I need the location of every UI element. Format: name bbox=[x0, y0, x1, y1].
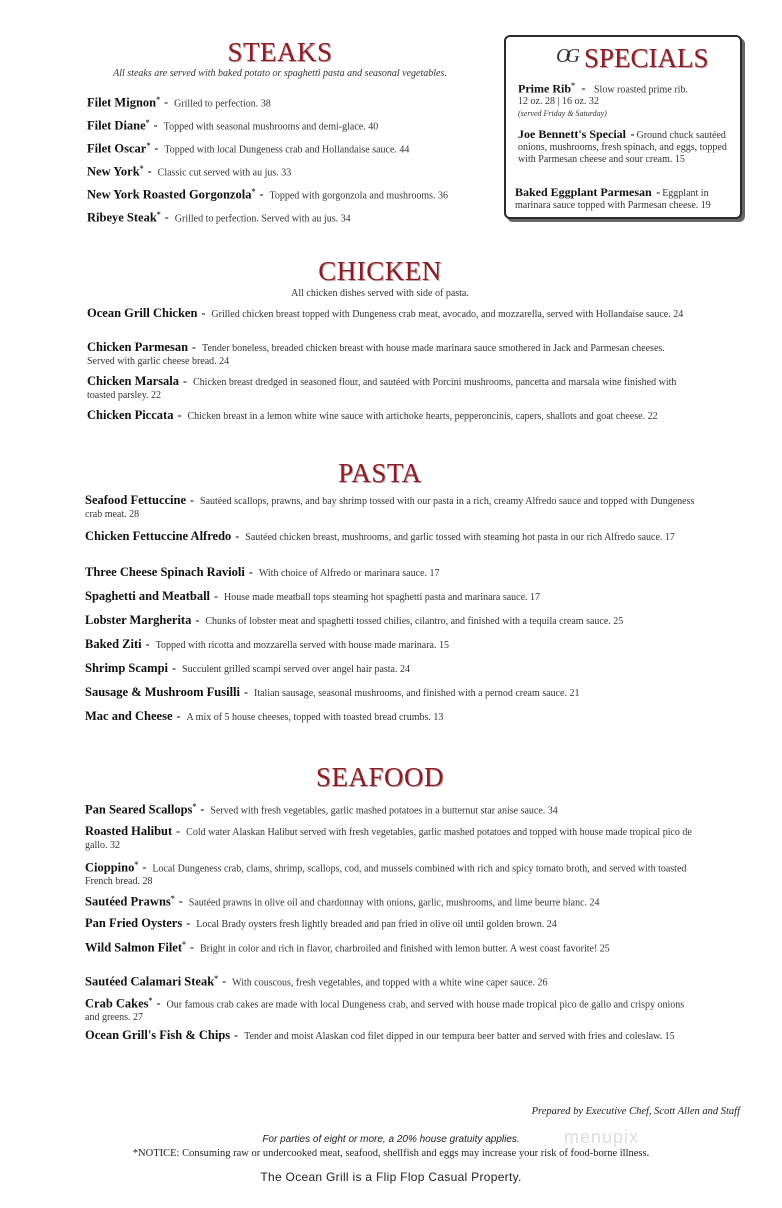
menu-item bbox=[85, 1029, 695, 1044]
item-desc: Sautéed scallops, prawns, and bay shrimp tossed with our pasta in a rich, creamy Alfredo sauce and topped with Dungeness crab meat. 28 bbox=[85, 496, 695, 520]
specials-box bbox=[504, 35, 742, 219]
item-desc: Slow roasted prime rib. bbox=[594, 84, 688, 96]
item-name: Joe Bennett's Special bbox=[518, 127, 626, 141]
item-name: Spaghetti and Meatball bbox=[85, 589, 211, 603]
menu-item bbox=[87, 186, 497, 203]
steaks-title: STEAKS bbox=[227, 37, 333, 67]
item-desc: Topped with gorgonzola and mushrooms. 36 bbox=[269, 190, 448, 202]
menu-item bbox=[87, 140, 497, 157]
dash: - bbox=[164, 210, 169, 225]
item-desc: With choice of Alfredo or marinara sauce. 17 bbox=[258, 568, 440, 579]
dash: - bbox=[234, 1028, 239, 1042]
star-marker: * bbox=[134, 860, 139, 869]
star-marker: * bbox=[148, 996, 153, 1005]
dash: - bbox=[195, 613, 200, 627]
dash: - bbox=[183, 374, 188, 388]
menu-item bbox=[85, 710, 695, 725]
watermark: menupix bbox=[564, 1127, 640, 1147]
menu-item bbox=[87, 163, 497, 180]
chicken-title: CHICKEN bbox=[318, 256, 442, 286]
item-name: Mac and Cheese bbox=[85, 709, 173, 723]
pasta-title: PASTA bbox=[338, 458, 422, 488]
property-line: The Ocean Grill is a Flip Flop Casual Property. bbox=[260, 1170, 522, 1184]
star-marker: * bbox=[251, 187, 256, 196]
item-desc: Chicken breast in a lemon white wine sauce with artichoke hearts, pepperoncinis, capers, shallots and goat cheese. 22 bbox=[187, 411, 658, 422]
item-name: Filet Oscar bbox=[87, 141, 147, 156]
item-desc: Grilled to perfection. 38 bbox=[174, 98, 271, 110]
menu-item bbox=[85, 566, 695, 581]
dash: - bbox=[190, 940, 195, 955]
item-name: Shrimp Scampi bbox=[85, 661, 169, 675]
menu-item bbox=[85, 638, 695, 653]
menu-item bbox=[87, 341, 687, 368]
dash: - bbox=[177, 408, 182, 422]
menu-item bbox=[85, 939, 695, 956]
menu-item bbox=[87, 94, 497, 111]
menu-item bbox=[85, 825, 695, 852]
steaks-subtitle: All steaks are served with baked potato or spaghetti pasta and seasonal vegetables. bbox=[113, 68, 447, 79]
menu-item bbox=[85, 530, 695, 545]
item-desc: Eggplant in marinara sauce topped with Parmesan cheese. 19 bbox=[515, 188, 711, 211]
item-desc: Sautéed prawns in olive oil and chardonnay with onions, garlic, mushrooms, and lime beurre blanc. 24 bbox=[188, 897, 600, 909]
item-desc: Grilled chicken breast topped with Dungeness crab meat, avocado, and mozzarella, served with Hollandaise sauce. 24 bbox=[211, 309, 684, 320]
menu-item bbox=[87, 117, 497, 134]
seafood-title: SEAFOOD bbox=[315, 762, 445, 792]
item-desc: Topped with ricotta and mozzarella served with house made marinara. 15 bbox=[155, 640, 449, 651]
item-desc: Bright in color and rich in flavor, charbroiled and finished with lemon butter. A west coast favorite! 25 bbox=[200, 943, 610, 955]
item-desc: Local Dungeness crab, clams, shrimp, scallops, cod, and mussels combined with rich and spicy tomato broth, and served with toasted French bread. 28 bbox=[85, 863, 687, 887]
dash: - bbox=[145, 637, 150, 651]
og-logo: OG bbox=[556, 45, 575, 67]
item-name: Pan Seared Scallops bbox=[85, 802, 193, 817]
item-name: Baked Ziti bbox=[85, 637, 142, 651]
item-desc: Our famous crab cakes are made with local Dungeness crab, and served with house made tropical pico de gallo and crispy onions and greens. 27 bbox=[85, 999, 685, 1023]
item-desc: Topped with seasonal mushrooms and demi-glace. 40 bbox=[163, 121, 379, 133]
item-desc: Classic cut served with au jus. 33 bbox=[157, 167, 292, 179]
dash: - bbox=[192, 340, 197, 354]
item-name: Filet Diane bbox=[87, 118, 146, 133]
item-name: Crab Cakes bbox=[85, 996, 149, 1011]
item-desc: Topped with local Dungeness crab and Hollandaise sauce. 44 bbox=[164, 144, 410, 156]
item-name: Sautéed Calamari Steak bbox=[85, 974, 215, 989]
dash: - bbox=[235, 529, 240, 543]
item-prices: 12 oz. 28 | 16 oz. 32 bbox=[518, 96, 599, 108]
dash: - bbox=[244, 685, 248, 699]
dash: - bbox=[156, 996, 161, 1011]
menu-item bbox=[85, 686, 695, 701]
special-prime-rib bbox=[518, 80, 740, 120]
item-desc: Ground chuck sautéed onions, mushrooms, fresh spinach, and eggs, topped with Parmesan cheese and sour cream. 15 bbox=[518, 130, 727, 165]
item-name: Sausage & Mushroom Fusilli bbox=[85, 685, 240, 699]
star-marker: * bbox=[192, 802, 197, 811]
item-name: Chicken Piccata bbox=[87, 408, 174, 422]
specials-title: SPECIALS bbox=[584, 43, 709, 73]
item-name: Ocean Grill's Fish & Chips bbox=[85, 1028, 231, 1042]
item-desc: A mix of 5 house cheeses, topped with toasted bread crumbs. 13 bbox=[186, 712, 444, 723]
item-name: Roasted Halibut bbox=[85, 824, 173, 838]
item-desc: Local Brady oysters fresh lightly breaded and pan fried in olive oil until golden brown. 24 bbox=[196, 919, 557, 930]
dash: - bbox=[176, 709, 181, 723]
item-desc: Chunks of lobster meat and spaghetti tossed chilies, cilantro, and finished with a tequila cream sauce. 25 bbox=[205, 616, 624, 627]
star-marker: * bbox=[182, 940, 187, 949]
dash: - bbox=[178, 894, 183, 909]
item-name: Pan Fried Oysters bbox=[85, 916, 183, 930]
chicken-subtitle: All chicken dishes served with side of pasta. bbox=[291, 288, 469, 299]
dash: - bbox=[154, 141, 159, 156]
star-marker: * bbox=[214, 974, 219, 983]
menu-item bbox=[85, 859, 695, 888]
menu-item bbox=[85, 995, 695, 1024]
star-marker: * bbox=[145, 118, 150, 127]
item-name: Chicken Marsala bbox=[87, 374, 180, 388]
dash: - bbox=[153, 118, 158, 133]
star-marker: * bbox=[156, 95, 161, 104]
menu-item bbox=[87, 375, 687, 402]
prepared-by: Prepared by Executive Chef, Scott Allen and Staff bbox=[531, 1106, 740, 1117]
menu-item bbox=[87, 409, 687, 424]
item-name: Chicken Parmesan bbox=[87, 340, 189, 354]
item-desc: Sautéed chicken breast, mushrooms, and garlic tossed with steaming hot pasta in our rich Alfredo sauce. 17 bbox=[245, 532, 675, 543]
star-marker: * bbox=[139, 164, 144, 173]
item-desc: Served with fresh vegetables, garlic mashed potatoes in a butternut star anise sauce. 34 bbox=[210, 805, 558, 817]
star-marker: * bbox=[170, 894, 175, 903]
item-name: Filet Mignon bbox=[87, 95, 157, 110]
dash: - bbox=[248, 565, 253, 579]
dash: - bbox=[147, 164, 152, 179]
menu-item bbox=[85, 917, 695, 932]
dash: - bbox=[259, 187, 264, 202]
item-desc: House made meatball tops steaming hot spaghetti pasta and marinara sauce. 17 bbox=[224, 592, 541, 603]
item-name: Sautéed Prawns bbox=[85, 894, 171, 909]
item-desc: Tender and moist Alaskan cod filet dipped in our tempura beer batter and served with fries and coleslaw. 15 bbox=[244, 1031, 675, 1042]
item-desc: Chicken breast dredged in seasoned flour, and sautéed with Porcini mushrooms, pancetta and marsala wine finished with toasted parsley. 22 bbox=[87, 377, 677, 401]
item-name: Chicken Fettuccine Alfredo bbox=[85, 529, 232, 543]
item-desc: Succulent grilled scampi served over angel hair pasta. 24 bbox=[182, 664, 410, 675]
item-name: Baked Eggplant Parmesan bbox=[515, 185, 652, 199]
item-name: Three Cheese Spinach Ravioli bbox=[85, 565, 245, 579]
dash: - bbox=[190, 493, 195, 507]
special-eggplant bbox=[515, 186, 743, 212]
dash: - bbox=[214, 589, 219, 603]
consumption-notice: *NOTICE: Consuming raw or undercooked meat, seafood, shellfish and eggs may increase your risk of food-borne illness. bbox=[132, 1148, 650, 1159]
item-desc: Italian sausage, seasonal mushrooms, and finished with a pernod cream sauce. 21 bbox=[254, 688, 580, 699]
star-marker: * bbox=[146, 141, 151, 150]
item-name: New York Roasted Gorgonzola bbox=[87, 187, 252, 202]
menu-item bbox=[87, 209, 497, 226]
dash: - bbox=[656, 185, 661, 199]
item-desc: Cold water Alaskan Halibut served with fresh vegetables, garlic mashed potatoes and topped with house made tropical pico de gallo. 32 bbox=[85, 827, 692, 851]
dash: - bbox=[201, 306, 206, 320]
item-name: Cioppino bbox=[85, 860, 135, 875]
dash: - bbox=[164, 95, 169, 110]
item-desc: Tender boneless, breaded chicken breast with house made marinara sauce smothered in Jack and Parmesan cheeses. Served with garlic cheese bread. 24 bbox=[87, 343, 665, 367]
menu-item bbox=[85, 494, 695, 521]
dash: - bbox=[581, 81, 586, 96]
special-joe-bennett bbox=[518, 128, 740, 166]
menu-item bbox=[85, 662, 695, 677]
menu-item bbox=[85, 801, 695, 818]
item-name: Prime Rib bbox=[518, 81, 571, 96]
gratuity-note: For parties of eight or more, a 20% house gratuity applies. bbox=[262, 1134, 520, 1145]
item-name: Ocean Grill Chicken bbox=[87, 306, 198, 320]
item-name: Lobster Margherita bbox=[85, 613, 192, 627]
dash: - bbox=[630, 127, 635, 141]
item-note: (served Friday & Saturday) bbox=[518, 109, 607, 119]
item-name: New York bbox=[87, 164, 140, 179]
menu-item bbox=[85, 973, 695, 990]
menu-item bbox=[85, 590, 695, 605]
dash: - bbox=[186, 916, 191, 930]
star-marker: * bbox=[571, 81, 575, 90]
dash: - bbox=[142, 860, 147, 875]
menu-item bbox=[85, 614, 695, 629]
dash: - bbox=[200, 802, 205, 817]
item-desc: Grilled to perfection. Served with au jus. 34 bbox=[174, 213, 351, 225]
item-name: Ribeye Steak bbox=[87, 210, 157, 225]
item-name: Seafood Fettuccine bbox=[85, 493, 187, 507]
item-name: Wild Salmon Filet bbox=[85, 940, 183, 955]
menu-item bbox=[87, 307, 687, 322]
dash: - bbox=[176, 824, 181, 838]
star-marker: * bbox=[156, 210, 161, 219]
dash: - bbox=[172, 661, 177, 675]
dash: - bbox=[222, 974, 227, 989]
item-desc: With couscous, fresh vegetables, and topped with a white wine caper sauce. 26 bbox=[232, 977, 548, 989]
menu-item bbox=[85, 893, 695, 910]
